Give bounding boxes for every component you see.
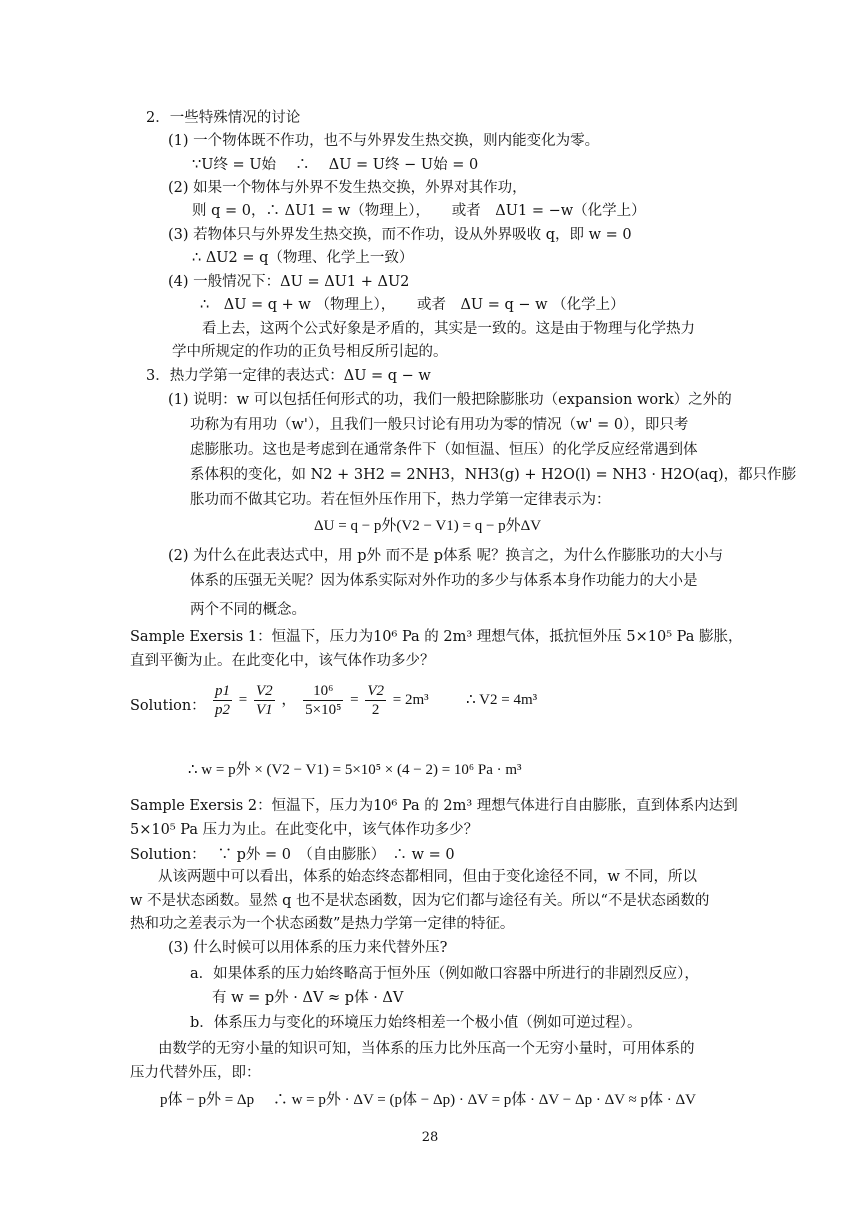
page-number: 28: [421, 1130, 439, 1145]
paragraph-line: 由数学的无穷小量的知识可知，当体系的压力比外压高一个无穷小量时，可用体系的: [158, 1041, 695, 1057]
paragraph-line: 5×10⁵ Pa 压力为止。在此变化中，该气体作功多少？: [130, 822, 479, 838]
solution-1-equation: $\frac{p1}{p2}$ = $\frac{V2}{V1}$ ， $\frac{\text{10⁶}}{\text{5×10⁵}}$ = $\frac{V2}{2}$ = 2m³ ∴ V2 = 4m³: [215, 683, 538, 718]
item-4-text: (4) 一般情况下：ΔU = ΔU1 + ΔU2: [168, 274, 410, 290]
paragraph-line: 胀功而不做其它功。若在恒外压作用下，热力学第一定律表示为：: [190, 492, 611, 508]
equation-line: 则 q = 0，∴ ΔU1 = w（物理上）， 或者 ΔU1 = −w（化学上）: [192, 203, 646, 219]
equation-line: ∴ ΔU2 = q（物理、化学上一致）: [192, 250, 414, 266]
display-equation: ΔU = q − p外(V2 − V1) = q − p外ΔV: [314, 518, 542, 534]
equation-line: ∵U终 = U始 ∴ ΔU = U终 − U始 = 0: [192, 157, 479, 173]
item-2-text: (2) 如果一个物体与外界不发生热交换，外界对其作功，: [168, 180, 527, 196]
paragraph-line: 虑膨胀功。这也是考虑到在通常条件下（如恒温、恒压）的化学反应经常遇到体: [190, 442, 698, 458]
fraction: $\frac{p1}{p2}$: [215, 683, 230, 718]
display-equation: p体 − p外 = Δp ∴ w = p外 · ΔV = (p体 − Δp) · ΔV = p体 · ΔV − Δp · ΔV ≈ p体 · ΔV: [160, 1092, 696, 1108]
fraction: $\frac{V2}{2}$: [367, 683, 384, 718]
paragraph-line: 两个不同的概念。: [190, 602, 306, 618]
item-3-text: (3) 若物体只与外界发生热交换，而不作功，设从外界吸收 q，即 w = 0: [168, 227, 632, 243]
equation-line: 有 w = p外 · ΔV ≈ p体 · ΔV: [212, 990, 404, 1006]
solution-line: Solution： ∵ p外 = 0 （自由膨胀） ∴ w = 0: [130, 847, 455, 863]
item-1-text: (1) 一个物体既不作功，也不与外界发生热交换，则内能变化为零。: [168, 133, 600, 149]
item-3-text: (3) 什么时候可以用体系的压力来代替外压?: [168, 940, 448, 956]
display-equation: ∴ w = p外 × (V2 − V1) = 5×10⁵ × (4 − 2) = 10⁶ Pa · m³: [188, 762, 522, 778]
paragraph-line: 从该两题中可以看出，体系的始态终态都相同，但由于变化途径不同，w 不同，所以: [158, 869, 698, 885]
section-heading-2: 2．一些特殊情况的讨论: [146, 110, 301, 126]
sub-item-b: b．体系压力与变化的环境压力始终相差一个极小值（例如可逆过程）。: [190, 1015, 642, 1031]
equation-line: ∴ ΔU = q + w （物理上）， 或者 ΔU = q − w （化学上）: [200, 297, 625, 313]
paragraph-line: 压力代替外压，即：: [130, 1065, 261, 1081]
item-1-text: (1) 说明：w 可以包括任何形式的功，我们一般把除膨胀功（expansion work）之外的: [168, 392, 732, 408]
paragraph-line: 看上去，这两个公式好象是矛盾的，其实是一致的。这是由于物理与化学热力: [202, 321, 695, 337]
paragraph-line: 热和功之差表示为一个状态函数”是热力学第一定律的特征。: [130, 916, 515, 932]
fraction: $\frac{\text{10⁶}}{\text{5×10⁵}}$: [305, 683, 342, 718]
item-2-text: (2) 为什么在此表达式中，用 p外 而不是 p体系 呢？换言之，为什么作膨胀功的大小与: [168, 548, 724, 564]
paragraph-line: w 不是状态函数。显然 q 也不是状态函数，因为它们都与途径有关。所以“不是状态函数的: [130, 893, 710, 909]
sample-exercise-2: Sample Exersis 2：恒温下，压力为10⁶ Pa 的 2m³ 理想气体进行自由膨胀，直到体系内达到: [130, 798, 738, 814]
paragraph-line: 体系的压强无关呢？因为体系实际对外作功的多少与体系本身作功能力的大小是: [190, 573, 698, 589]
section-heading-3: 3．热力学第一定律的表达式：ΔU = q − w: [146, 368, 431, 384]
paragraph-line: 系体积的变化，如 N2 + 3H2 = 2NH3，NH3(g) + H2O(l) = NH3 · H2O(aq)，都只作膨: [190, 467, 797, 483]
paragraph-line: 直到平衡为止。在此变化中，该气体作功多少？: [130, 653, 435, 669]
sample-exercise-1: Sample Exersis 1：恒温下，压力为10⁶ Pa 的 2m³ 理想气体，抵抗恒外压 5×10⁵ Pa 膨胀，: [130, 629, 743, 645]
fraction: $\frac{V2}{V1}$: [255, 683, 273, 718]
solution-label: Solution：: [130, 698, 206, 714]
paragraph-line: 学中所规定的作功的正负号相反所引起的。: [172, 344, 448, 360]
paragraph-line: 功称为有用功（w'），且我们一般只讨论有用功为零的情况（w' = 0），即只考: [190, 417, 689, 433]
sub-item-a: a．如果体系的压力始终略高于恒外压（例如敞口容器中所进行的非剧烈反应），: [190, 966, 699, 982]
